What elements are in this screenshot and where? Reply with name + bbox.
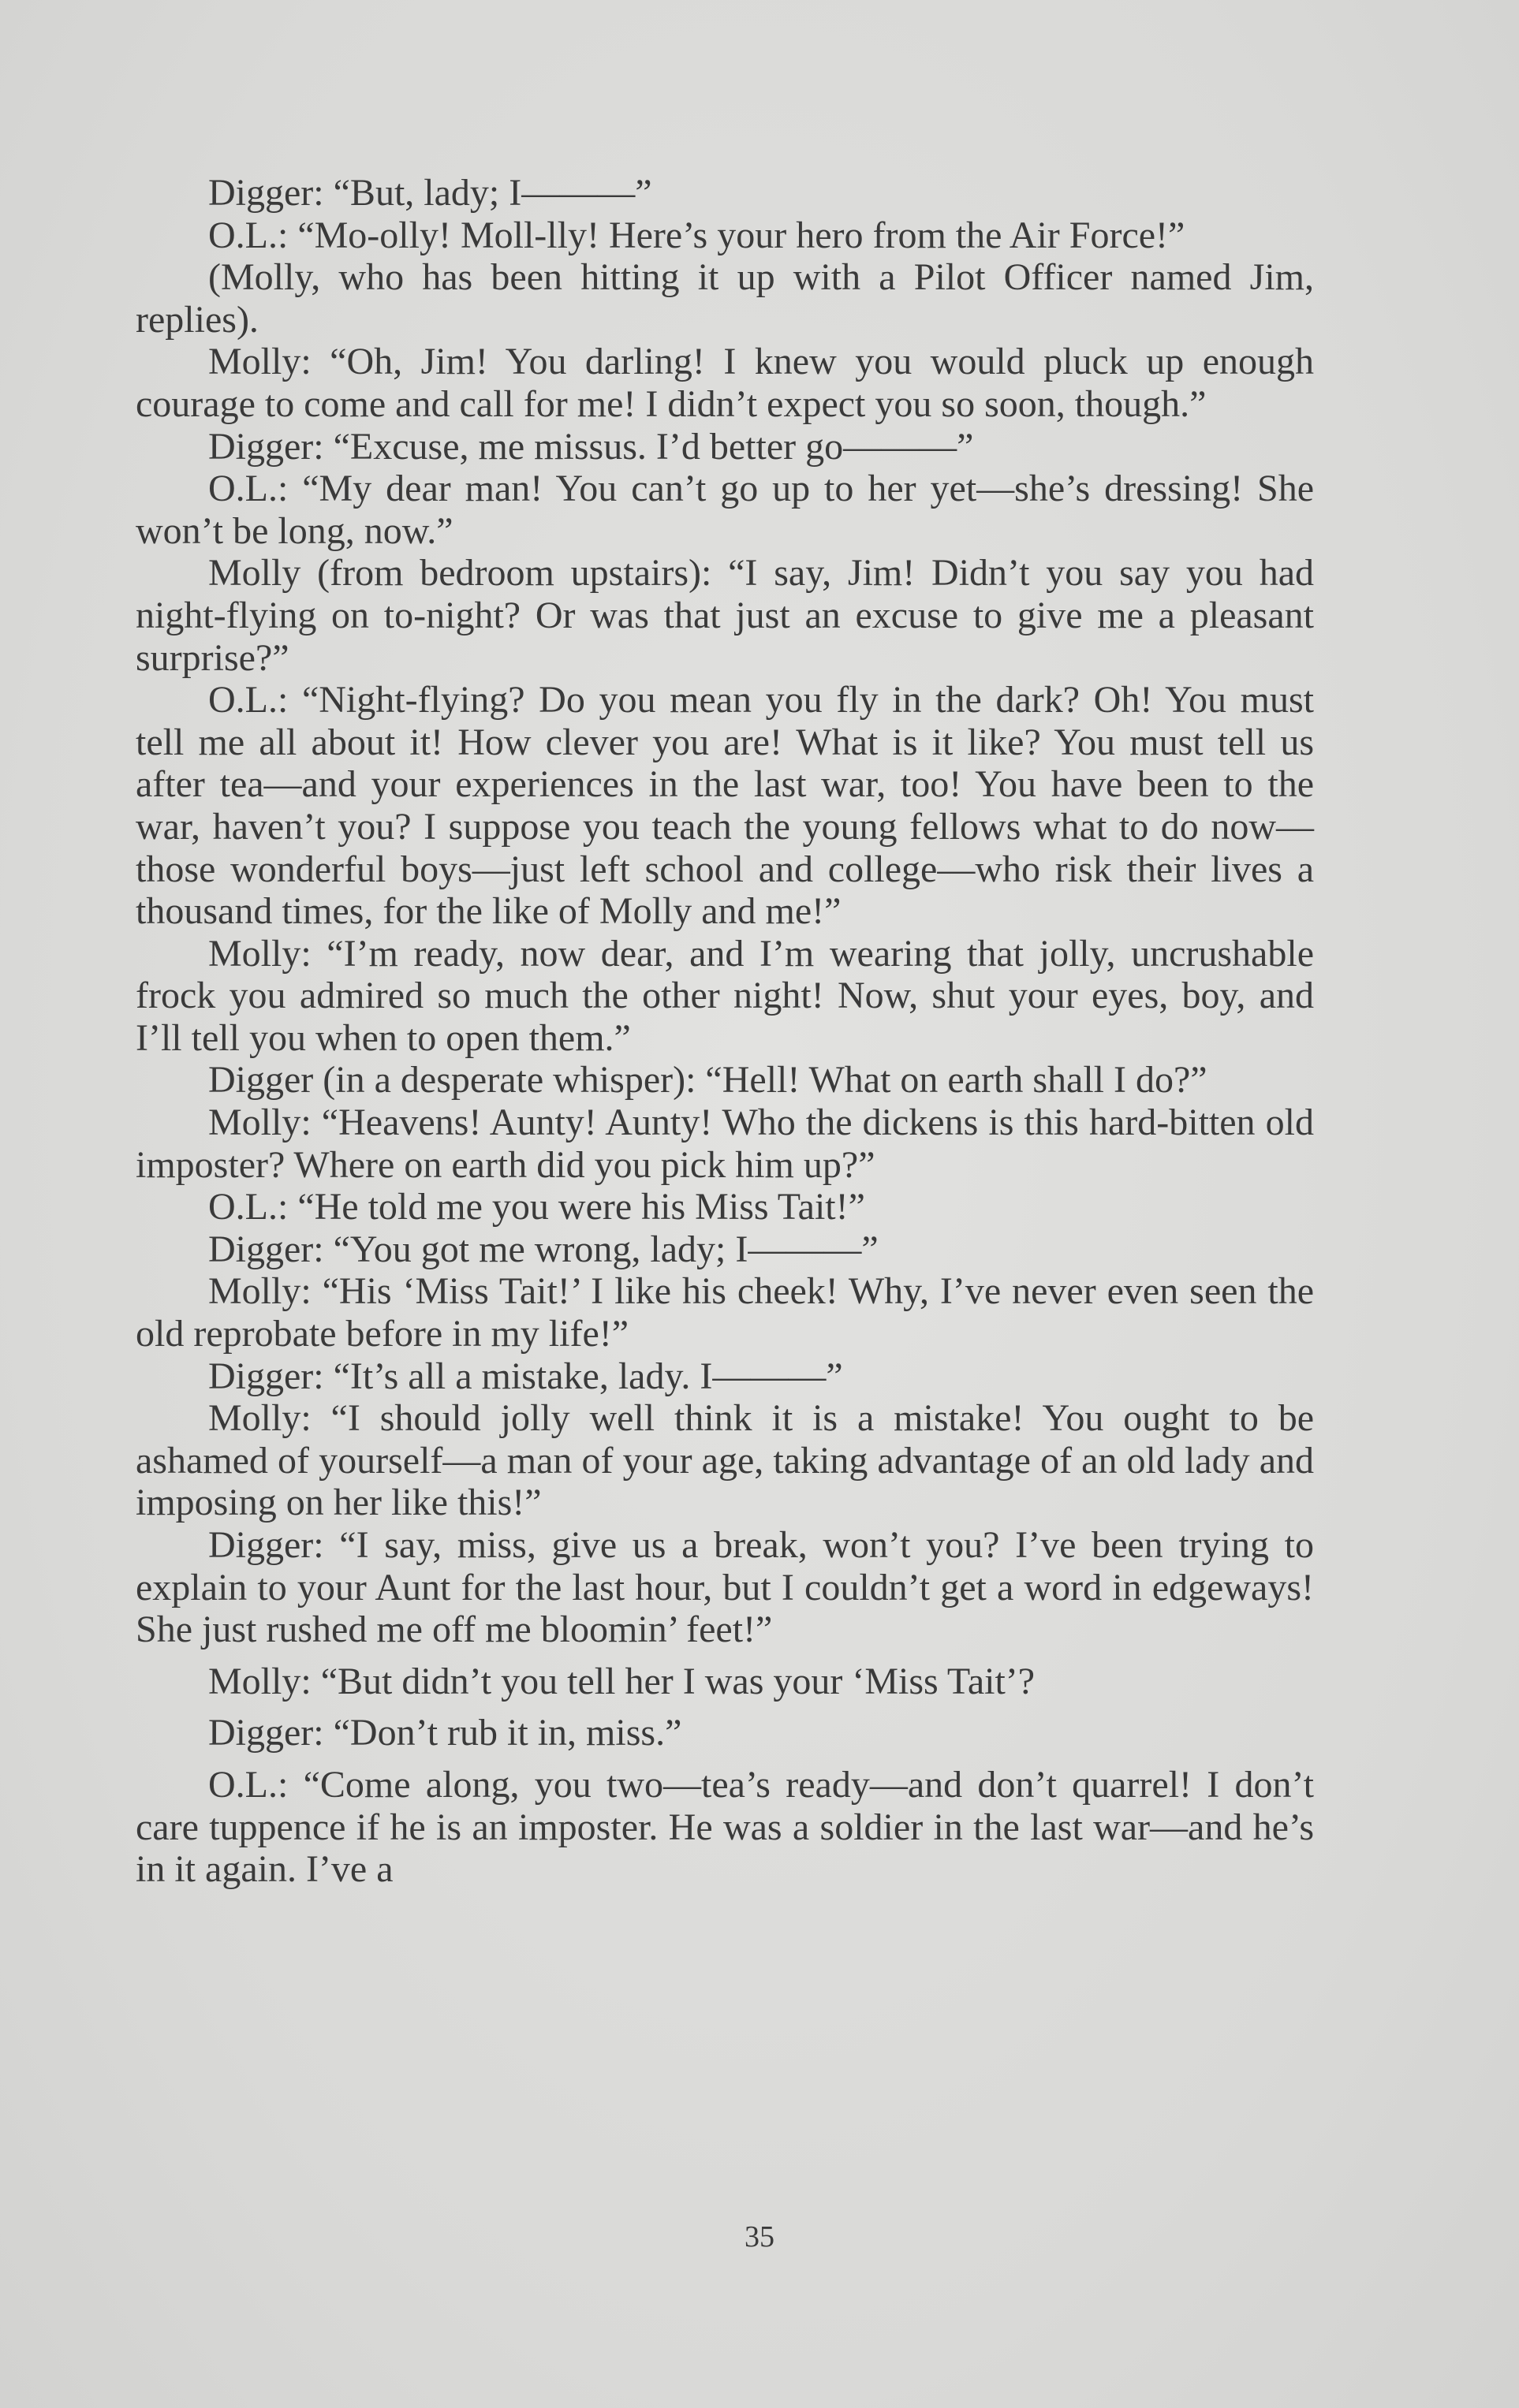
paragraph: O.L.: “Mo-olly! Moll-lly! Here’s your hero from the Air Force!”	[208, 214, 1185, 256]
paragraph: Molly (from bedroom upstairs): “I say, Jim! Didn’t you say you had night-flying on to-night? Or was that just an excuse to give me a pleasant surprise?”	[136, 552, 1314, 679]
paragraph: (Molly, who has been hitting it up with a Pilot Officer named Jim, replies).	[136, 256, 1314, 341]
paragraph: Molly: “Oh, Jim! You darling! I knew you would pluck up enough courage to come and call for me! I didn’t expect you so soon, though.”	[136, 341, 1314, 425]
body-text	[136, 172, 1314, 1891]
paragraph: Digger: “It’s all a mistake, lady. I———”	[208, 1355, 843, 1397]
paragraph: Molly: “I should jolly well think it is a mistake! You ought to be ashamed of yourself—a man of your age, taking advantage of an old lady and imposing on her like this!”	[136, 1397, 1314, 1524]
paragraph: Digger: “I say, miss, give us a break, won’t you? I’ve been trying to explain to your Aunt for the last hour, but I couldn’t get a word in edgeways! She just rushed me off me bloomin’ feet!”	[136, 1524, 1314, 1651]
paragraph: O.L.: “Come along, you two—tea’s ready—and don’t quarrel! I don’t care tuppence if he is an imposter. He was a soldier in the last war—and he’s in it again. I’ve a	[136, 1763, 1314, 1891]
paragraph: O.L.: “My dear man! You can’t go up to her yet—she’s dressing! She won’t be long, now.”	[136, 468, 1314, 552]
paragraph: O.L.: “Night-flying? Do you mean you fly in the dark? Oh! You must tell me all about it! How clever you are! What is it like? You must tell us after tea—and your experiences in the last war, too! You have been to the war, haven’t you? I suppose you teach the young fellows what to do now—those wonderful boys—just left school and college—who risk their lives a thousand times, for the like of Molly and me!”	[136, 679, 1314, 933]
paragraph: Digger (in a desperate whisper): “Hell! What on earth shall I do?”	[208, 1059, 1207, 1101]
paragraph: Digger: “Don’t rub it in, miss.”	[208, 1712, 682, 1754]
paragraph: Digger: “You got me wrong, lady; I———”	[208, 1228, 879, 1270]
paragraph: Molly: “I’m ready, now dear, and I’m wearing that jolly, uncrushable frock you admired so much the other night! Now, shut your eyes, boy, and I’ll tell you when to open them.”	[136, 932, 1314, 1059]
paragraph: O.L.: “He told me you were his Miss Tait!”	[208, 1186, 865, 1228]
paragraph: Molly: “Heavens! Aunty! Aunty! Who the dickens is this hard-bitten old imposter? Where on earth did you pick him up?”	[136, 1101, 1314, 1186]
paragraph: Digger: “Excuse, me missus. I’d better go———”	[208, 425, 974, 468]
paragraph: Molly: “But didn’t you tell her I was your ‘Miss Tait’?	[208, 1660, 1036, 1702]
paragraph: Digger: “But, lady; I———”	[208, 172, 652, 214]
page-number: 35	[745, 2220, 774, 2253]
paragraph: Molly: “His ‘Miss Tait!’ I like his cheek! Why, I’ve never even seen the old reprobate before in my life!”	[136, 1270, 1314, 1355]
